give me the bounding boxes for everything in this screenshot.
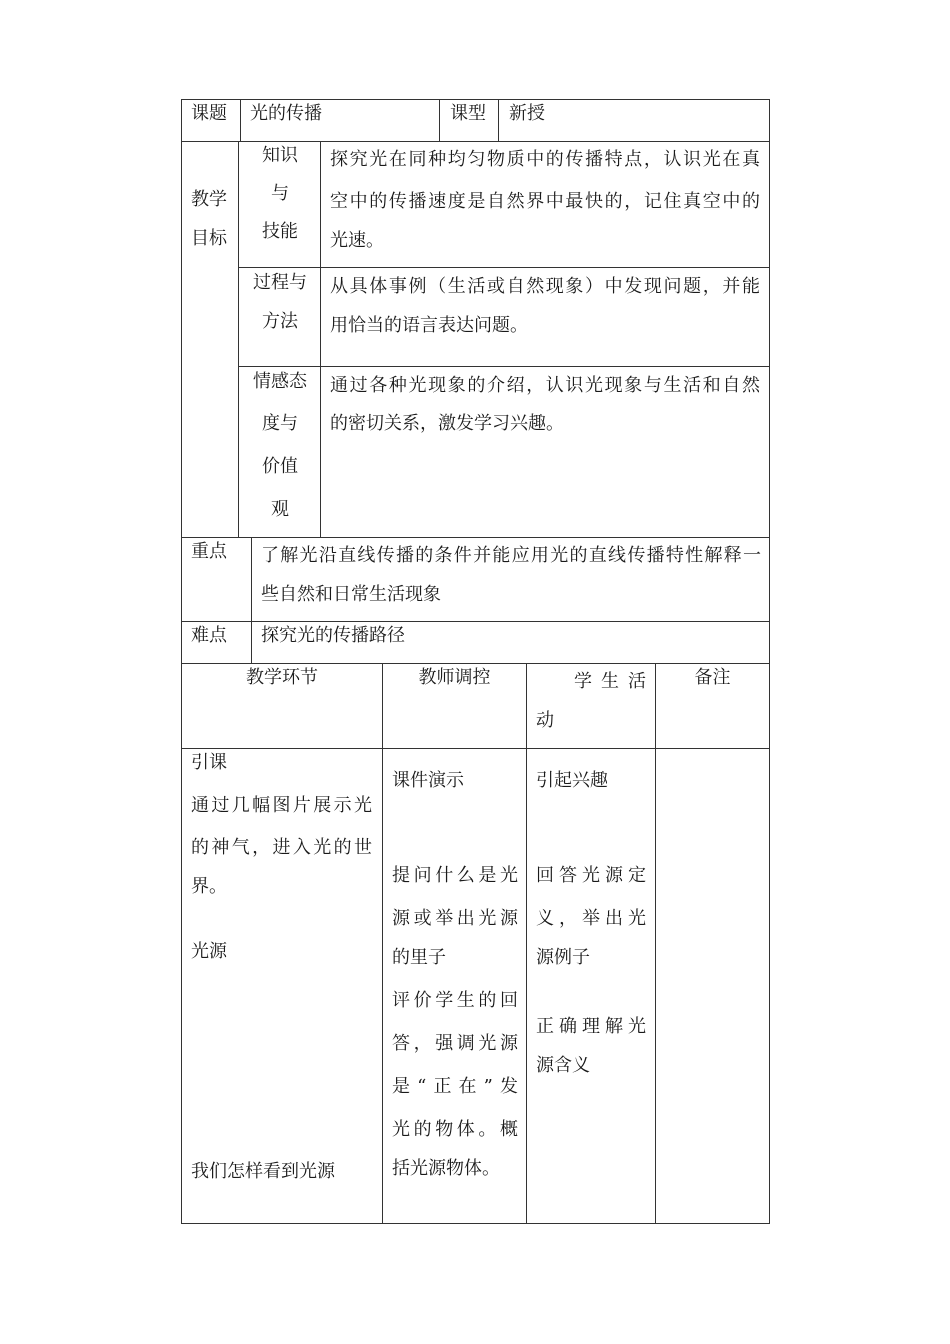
stage-how-see: 我们怎样看到光源 (191, 1161, 335, 1182)
difficulty-text: 探究光的传播路径 (261, 625, 405, 646)
lesson-type-label: 课型 (450, 103, 486, 124)
lesson-type-value: 新授 (509, 103, 545, 124)
header-teacher-control: 教师调控 (418, 667, 491, 688)
header-notes: 备注 (694, 667, 731, 688)
student-interest: 引起兴趣 (536, 770, 608, 791)
key-point-label: 重点 (191, 541, 227, 562)
stage-intro-title: 引课 (191, 752, 227, 773)
difficulty-label: 难点 (191, 625, 227, 646)
stage-light-source: 光源 (191, 941, 227, 962)
header-teaching-stage: 教学环节 (246, 667, 318, 688)
teacher-demo: 课件演示 (392, 770, 464, 791)
topic-label: 课题 (191, 103, 227, 124)
topic-value: 光的传播 (250, 103, 322, 124)
lesson-plan-page: 课题 光的传播 课型 新授 教学 目标 知识 与 技能 探究光在同种均匀物质中的传播特点，认识光在真 空中的传播速度是自然界中最快的，记住真空中的 光速。 过程与 方法 从具体事例（生活或自然现象）中发现问题，并能 用恰当的语言表达问题。 情感态 度与 价值 观 通过各种光现象的介绍，认识光现象与生活和自然 的密切关系，激发学习兴趣。 重点 了解光沿直线传播的条件并能应用光的直线传播特性解释一 些自然和日常生活现象 难点 探究光的传播路径 教学环节 教师调控 学 生 活 动 备注 引课 通过几幅图片展示光 的神气，进入光的世 界。 光源 我们怎样看到光源 课件演示 提问什么是光 源或举出光源 的里子 评价学生的回 答，强调光源 是“正在”发 光的物体。概 括光源物体。 引起兴趣 回答光源定 义，举出光 源例子 正确理解光 源含义 (0, 0, 950, 1344)
